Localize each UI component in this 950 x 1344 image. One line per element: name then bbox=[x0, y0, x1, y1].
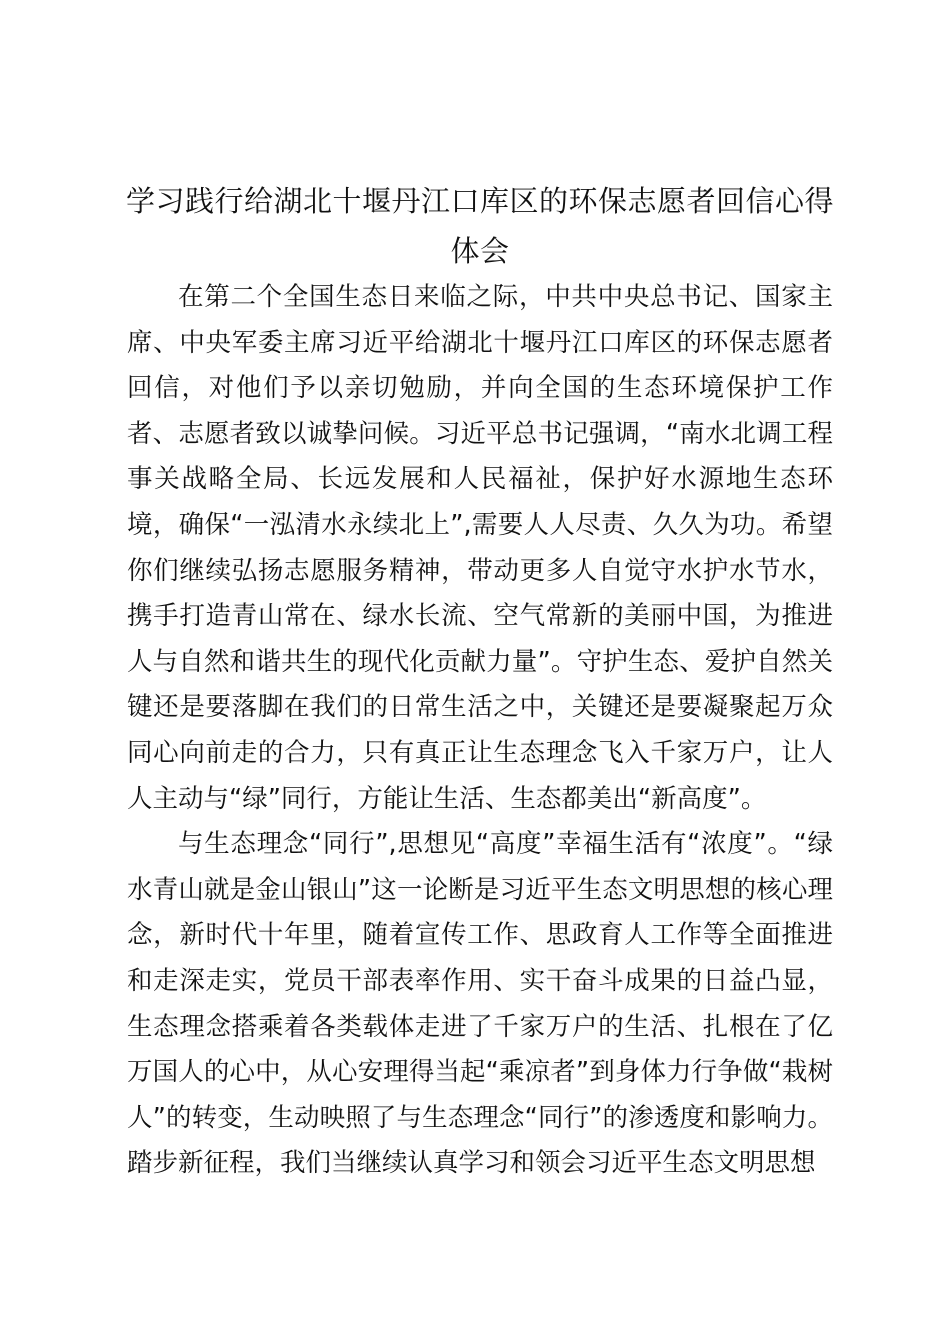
document-title: 学习践行给湖北十堰丹江口库区的环保志愿者回信心得体会 bbox=[125, 184, 834, 268]
paragraph-2: 与生态理念“同行”,思想见“高度”幸福生活有“浓度”。“绿水青山就是金山银山”这一论断是习近平生态文明思想的核心理念，新时代十年里，随着宣传工作、思政育人工作等全面推进和走深走实，党员干部表率作用、实干奋斗成果的日益凸显，生态理念搭乘着各类载体走进了千家万户的生活、扎根在了亿万国人的心中，从心安理得当起“乘凉者”到身体力行争做“栽树人”的转变，生动映照了与生态理念“同行”的渗透度和影响力。踏步新征程，我们当继续认真学习和领会习近平生态文明思想 bbox=[127, 829, 833, 1179]
paragraph-1: 在第二个全国生态日来临之际，中共中央总书记、国家主席、中央军委主席习近平给湖北十堰丹江口库区的环保志愿者回信，对他们予以亲切勉励，并向全国的生态环境保护工作者、志愿者致以诚挚问候。习近平总书记强调，“南水北调工程事关战略全局、长远发展和人民福祉，保护好水源地生态环境，确保“一泓清水永续北上”,需要人人尽责、久久为功。希望你们继续弘扬志愿服务精神，带动更多人自觉守水护水节水，携手打造青山常在、绿水长流、空气常新的美丽中国，为推进人与自然和谐共生的现代化贡献力量”。守护生态、爱护自然关键还是要落脚在我们的日常生活之中，关键还是要凝聚起万众同心向前走的合力，只有真正让生态理念飞入千家万户，让人人主动与“绿”同行，方能让生活、生态都美出“新高度”。 bbox=[127, 282, 833, 814]
document-body bbox=[127, 275, 833, 1187]
